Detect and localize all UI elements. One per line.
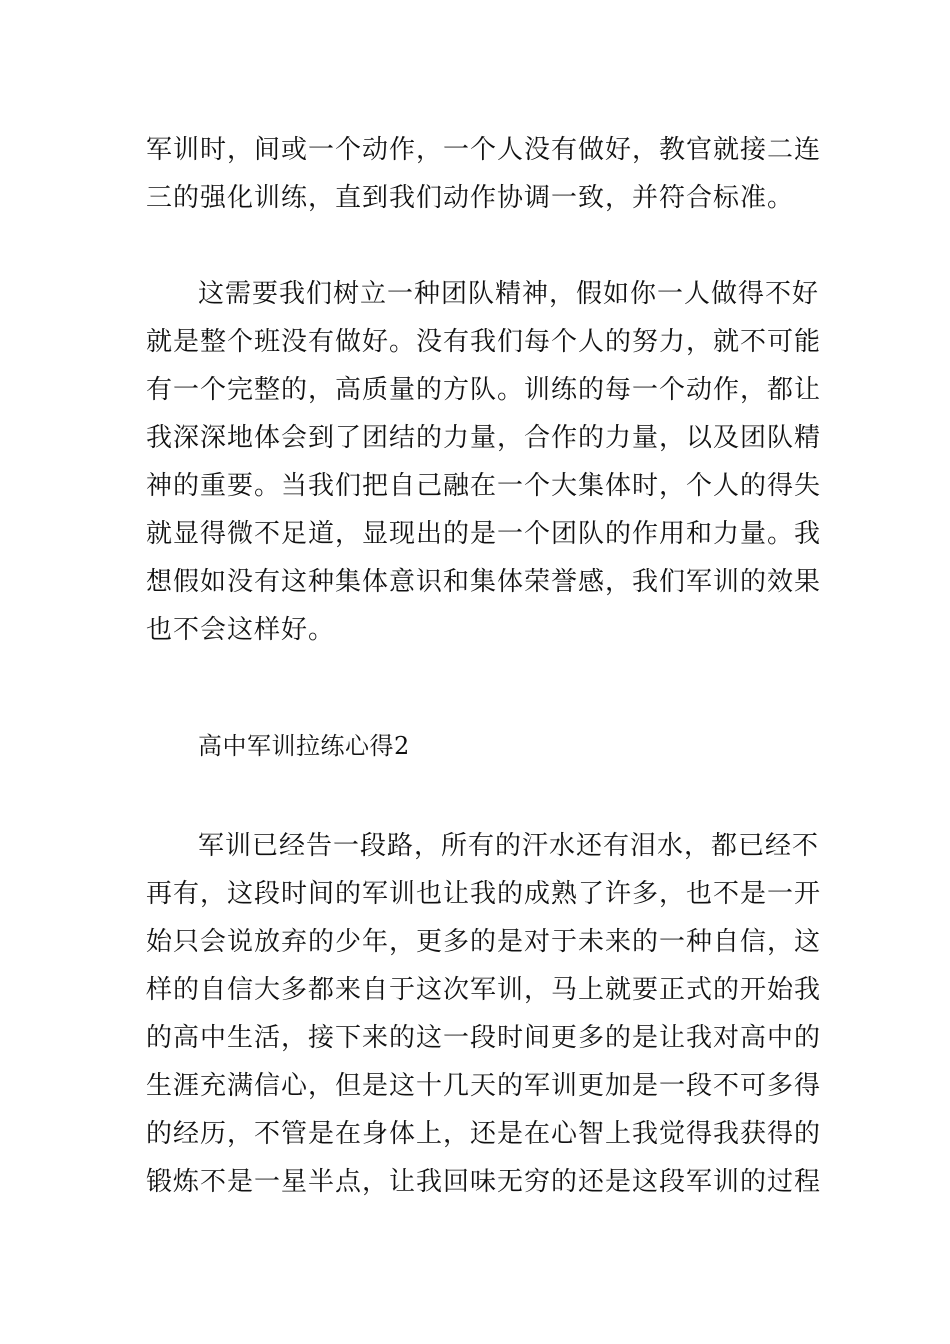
paragraph-line: 生涯充满信心，但是这十几天的军训更加是一段不可多得 bbox=[146, 1071, 822, 1101]
paragraph-3 bbox=[146, 822, 822, 1206]
paragraph-line: 就显得微不足道，显现出的是一个团队的作用和力量。我 bbox=[146, 519, 822, 549]
paragraph-line: 三的强化训练，直到我们动作协调一致，并符合标准。 bbox=[146, 183, 795, 213]
section-heading-block bbox=[146, 722, 808, 770]
section-heading: 高中军训拉练心得2 bbox=[198, 732, 410, 760]
paragraph-line: 军训已经告一段路，所有的汗水还有泪水，都已经不 bbox=[198, 831, 820, 861]
paragraph-line: 始只会说放弃的少年，更多的是对于未来的一种自信，这 bbox=[146, 927, 822, 957]
paragraph-line: 的经历，不管是在身体上，还是在心智上我觉得我获得的 bbox=[146, 1119, 822, 1149]
paragraph-line: 样的自信大多都来自于这次军训，马上就要正式的开始我 bbox=[146, 975, 822, 1005]
paragraph-line: 也不会这样好。 bbox=[146, 615, 336, 645]
paragraph-2 bbox=[146, 270, 822, 654]
paragraph-line: 有一个完整的，高质量的方队。训练的每一个动作，都让 bbox=[146, 375, 822, 405]
paragraph-line: 神的重要。当我们把自己融在一个大集体时，个人的得失 bbox=[146, 471, 822, 501]
paragraph-line: 我深深地体会到了团结的力量，合作的力量，以及团队精 bbox=[146, 423, 822, 453]
paragraph-line: 再有，这段时间的军训也让我的成熟了许多，也不是一开 bbox=[146, 879, 822, 909]
paragraph-line: 这需要我们树立一种团队精神，假如你一人做得不好 bbox=[198, 279, 820, 309]
paragraph-line: 的高中生活，接下来的这一段时间更多的是让我对高中的 bbox=[146, 1023, 822, 1053]
paragraph-line: 锻炼不是一星半点，让我回味无穷的还是这段军训的过程 bbox=[146, 1167, 822, 1197]
paragraph-line: 军训时，间或一个动作，一个人没有做好，教官就接二连 bbox=[146, 135, 822, 165]
paragraph-line: 想假如没有这种集体意识和集体荣誉感，我们军训的效果 bbox=[146, 567, 822, 597]
paragraph-line: 就是整个班没有做好。没有我们每个人的努力，就不可能 bbox=[146, 327, 822, 357]
paragraph-1 bbox=[146, 126, 822, 222]
